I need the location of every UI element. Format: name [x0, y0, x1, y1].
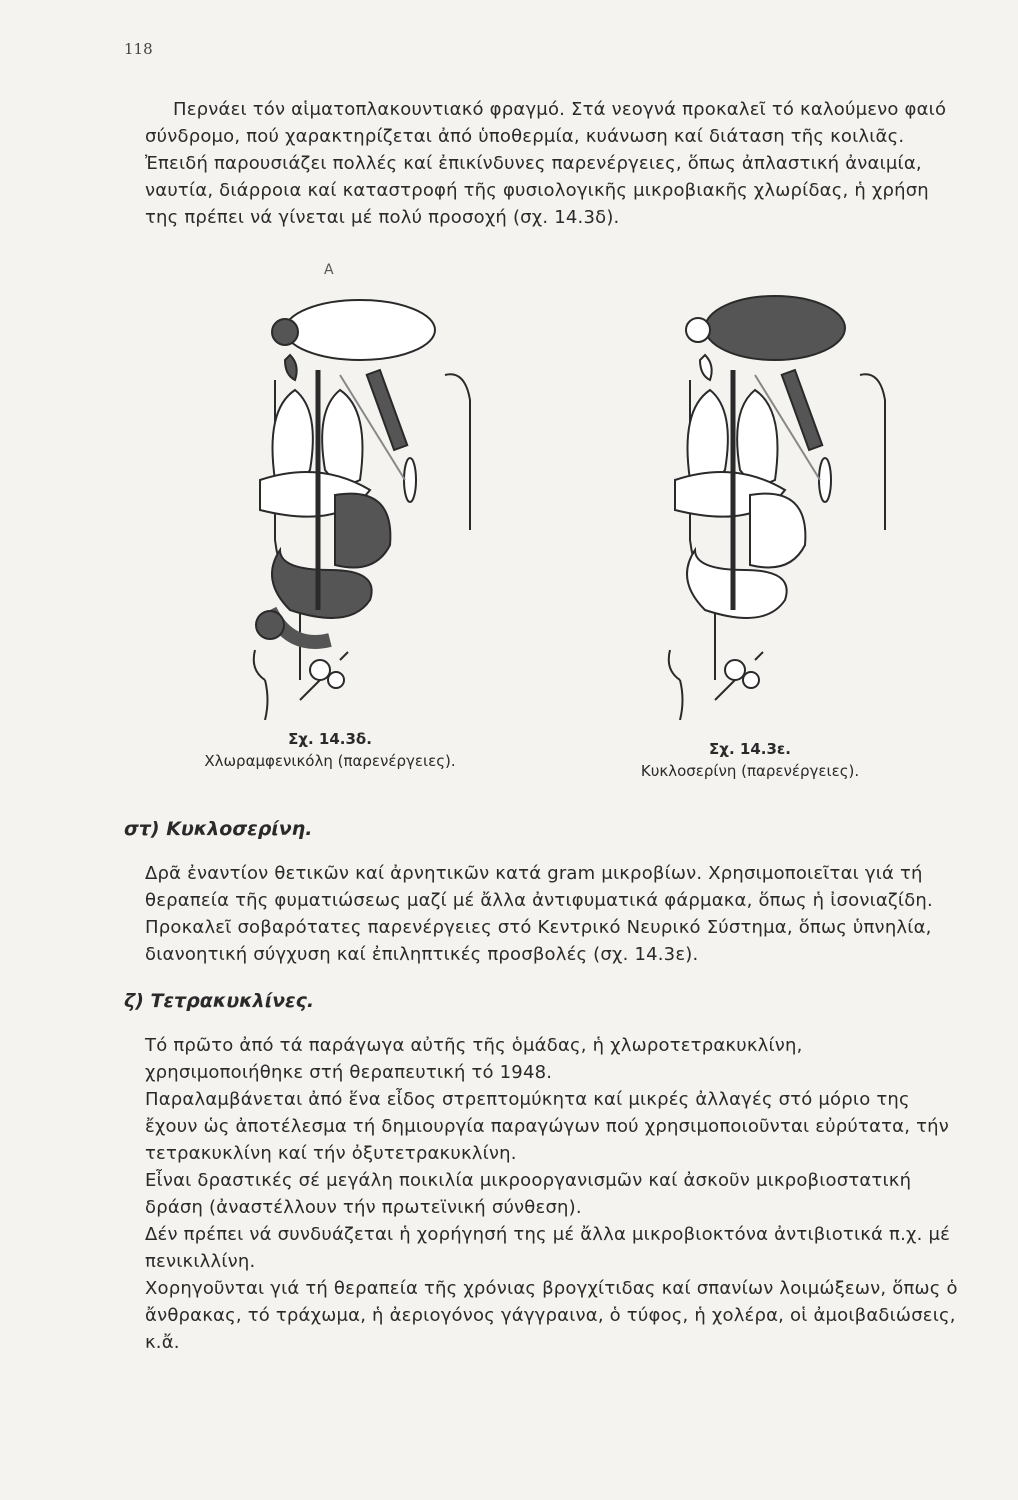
figure-14-3e-caption [590, 738, 910, 782]
nerve-fiber [819, 458, 831, 502]
section-z-paragraph: Χορηγοῦνται γιά τή θεραπεία τῆς χρόνιας βρογχίτιδας καί σπανίων λοιμώξεων, ὅπως ὁ ἄνθρακας, τό τράχωμα, ἡ ἀεριογόνος γάγγραινα, ὁ τύφος, ἡ χολέρα, οἱ ἀμοιβαδιώσεις, κ.ἄ. [145, 1278, 958, 1353]
brain-shape [285, 300, 435, 360]
eye-shape [686, 318, 710, 342]
stomach-shape [335, 494, 390, 568]
section-z-paragraph: Παραλαμβάνεται ἀπό ἕνα εἶδος στρεπτομύκητα καί μικρές ἀλλαγές στό μόριο της ἔχουν ὡς ἀποτέλεσμα τή δημιουργία παραγώγων πού χρησιμοποιοῦνται εὐρύτατα, τήν τετρακυκλίνη καί τήν ὀξυτετρακυκλίνη. [145, 1089, 949, 1164]
lungs-shape [273, 390, 313, 483]
ear-shape [700, 355, 712, 380]
muscle-band [367, 370, 408, 450]
figure-14-3e-number: Σχ. 14.3ε. [709, 740, 791, 758]
intro-paragraph: Περνάει τόν αἱματοπλακουντιακό φραγμό. Στά νεογνά προκαλεῖ τό καλούμενο φαιό σύνδρομο, πού χαρακτηρίζεται ἀπό ὑποθερμία, κυάνωση καί διάταση τῆς κοιλιᾶς. Ἐπειδή παρουσιάζει πολλές καί ἐπικίνδυνες παρενέργειες, ὅπως ἀπλαστική ἀναιμία, ναυτία, διάρροια καί καταστροφή τῆς φυσιολογικῆς μικροβιακῆς χλωρίδας, ἡ χρήση της πρέπει νά γίνεται μέ πολύ προσοχή (σχ. 14.3δ). [145, 99, 947, 228]
joint-shape [669, 650, 683, 720]
section-st-title: στ) Κυκλοσερίνη. [124, 818, 313, 840]
figure-letter: Α [324, 262, 334, 278]
figure-14-3d-illustration [240, 280, 480, 720]
section-z-paragraph: Εἶναι δραστικές σέ μεγάλη ποικιλία μικροοργανισμῶν καί ἀσκοῦν μικροβιοστατική δράση (ἀναστέλλουν τήν πρωτεϊνική σύνθεση). [145, 1170, 912, 1218]
joint-shape [254, 650, 268, 720]
figure-14-3d-number: Σχ. 14.3δ. [288, 730, 372, 748]
section-st-paragraph: Δρᾶ ἐναντίον θετικῶν καί ἀρνητικῶν κατά gram μικροβίων. Χρησιμοποιεῖται γιά τή θεραπεία τῆς φυματιώσεως μαζί μέ ἄλλα ἀντιφυματικά φάρμακα, ὅπως ἡ ἰσονιαζίδη. Προκαλεῖ σοβαρότατες παρενέργειες στό Κεντρικό Νευρικό Σύστημα, ὅπως ὑπνηλία, διανοητική σύγχυση καί ἐπιληπτικές προσβολές (σχ. 14.3ε). [145, 863, 933, 965]
brain-shape [705, 296, 845, 360]
figure-14-3e-illustration [655, 280, 895, 720]
ear-shape [285, 355, 297, 380]
muscle-band [782, 370, 823, 450]
figure-14-3e-text: Κυκλοσερίνη (παρενέργειες). [640, 762, 860, 780]
page-number: 118 [124, 40, 153, 58]
section-z-paragraph: Τό πρῶτο ἀπό τά παράγωγα αὐτῆς τῆς ὁμάδας, ἡ χλωροτετρακυκλίνη, χρησιμοποιήθηκε στή θεραπευτική τό 1948. [145, 1035, 803, 1083]
lungs-shape [688, 390, 728, 483]
nerve-fiber [404, 458, 416, 502]
figure-14-3d-text: Χλωραμφενικόλη (παρενέργειες). [204, 752, 456, 770]
stomach-shape [750, 494, 805, 568]
kidney-shape [256, 611, 284, 639]
section-z-body [145, 1032, 965, 1356]
eye-shape [272, 319, 298, 345]
section-z-title: ζ) Τετρακυκλίνες. [124, 990, 315, 1012]
figure-14-3d-caption [170, 728, 490, 772]
section-z-paragraph: Δέν πρέπει νά συνδυάζεται ἡ χορήγησή της μέ ἄλλα μικροβιοκτόνα ἀντιβιοτικά π.χ. μέ πενικιλλίνη. [145, 1224, 951, 1272]
